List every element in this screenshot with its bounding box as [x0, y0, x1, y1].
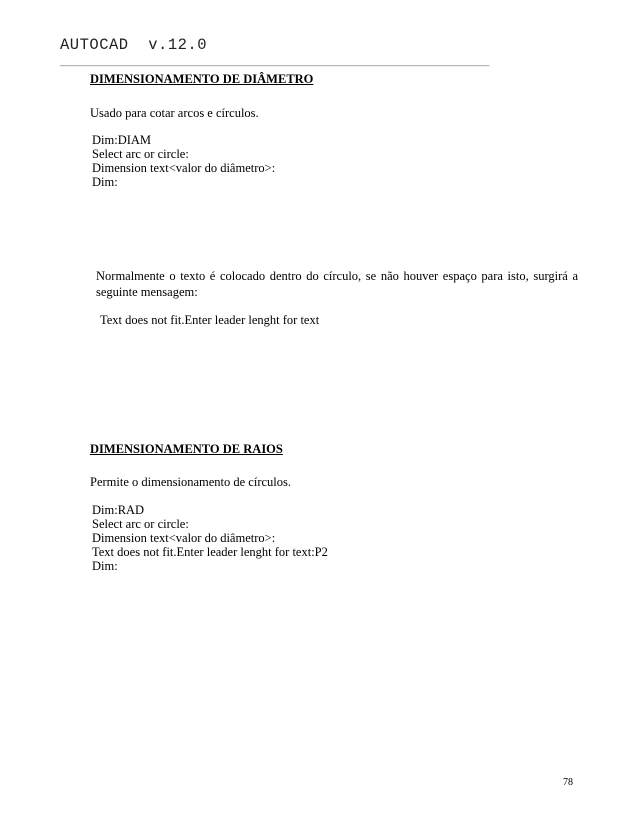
- radius-command-line: Dim:: [92, 559, 118, 573]
- diameter-command-line: Dim:DIAM: [92, 133, 152, 147]
- radius-command-line: Text does not fit.Enter leader lenght for text:P2: [92, 545, 328, 559]
- diameter-command-line: Dimension text<valor do diâmetro>:: [92, 161, 276, 175]
- diameter-command-line: Select arc or circle:: [92, 147, 189, 161]
- radius-command-line: Dim:RAD: [92, 503, 145, 517]
- document-header-title: AUTOCAD v.12.0: [60, 36, 208, 54]
- header-rule: ________________________________________________________________: [60, 55, 489, 69]
- page-number: 78: [563, 777, 573, 788]
- radius-intro: Permite o dimensionamento de círculos.: [90, 475, 291, 489]
- radius-command-line: Dimension text<valor do diâmetro>:: [92, 531, 276, 545]
- radius-command-line: Select arc or circle:: [92, 517, 189, 531]
- diameter-intro: Usado para cotar arcos e círculos.: [90, 106, 259, 120]
- diameter-message: Text does not fit.Enter leader lenght for text: [100, 313, 320, 327]
- section-heading-diameter: DIMENSIONAMENTO DE DIÂMETRO: [90, 72, 314, 86]
- diameter-command-line: Dim:: [92, 175, 118, 189]
- diameter-note-paragraph: Normalmente o texto é colocado dentro do círculo, se não houver espaço para isto, surgirá a seguinte mensagem:: [96, 269, 578, 299]
- section-heading-radius: DIMENSIONAMENTO DE RAIOS: [90, 442, 283, 456]
